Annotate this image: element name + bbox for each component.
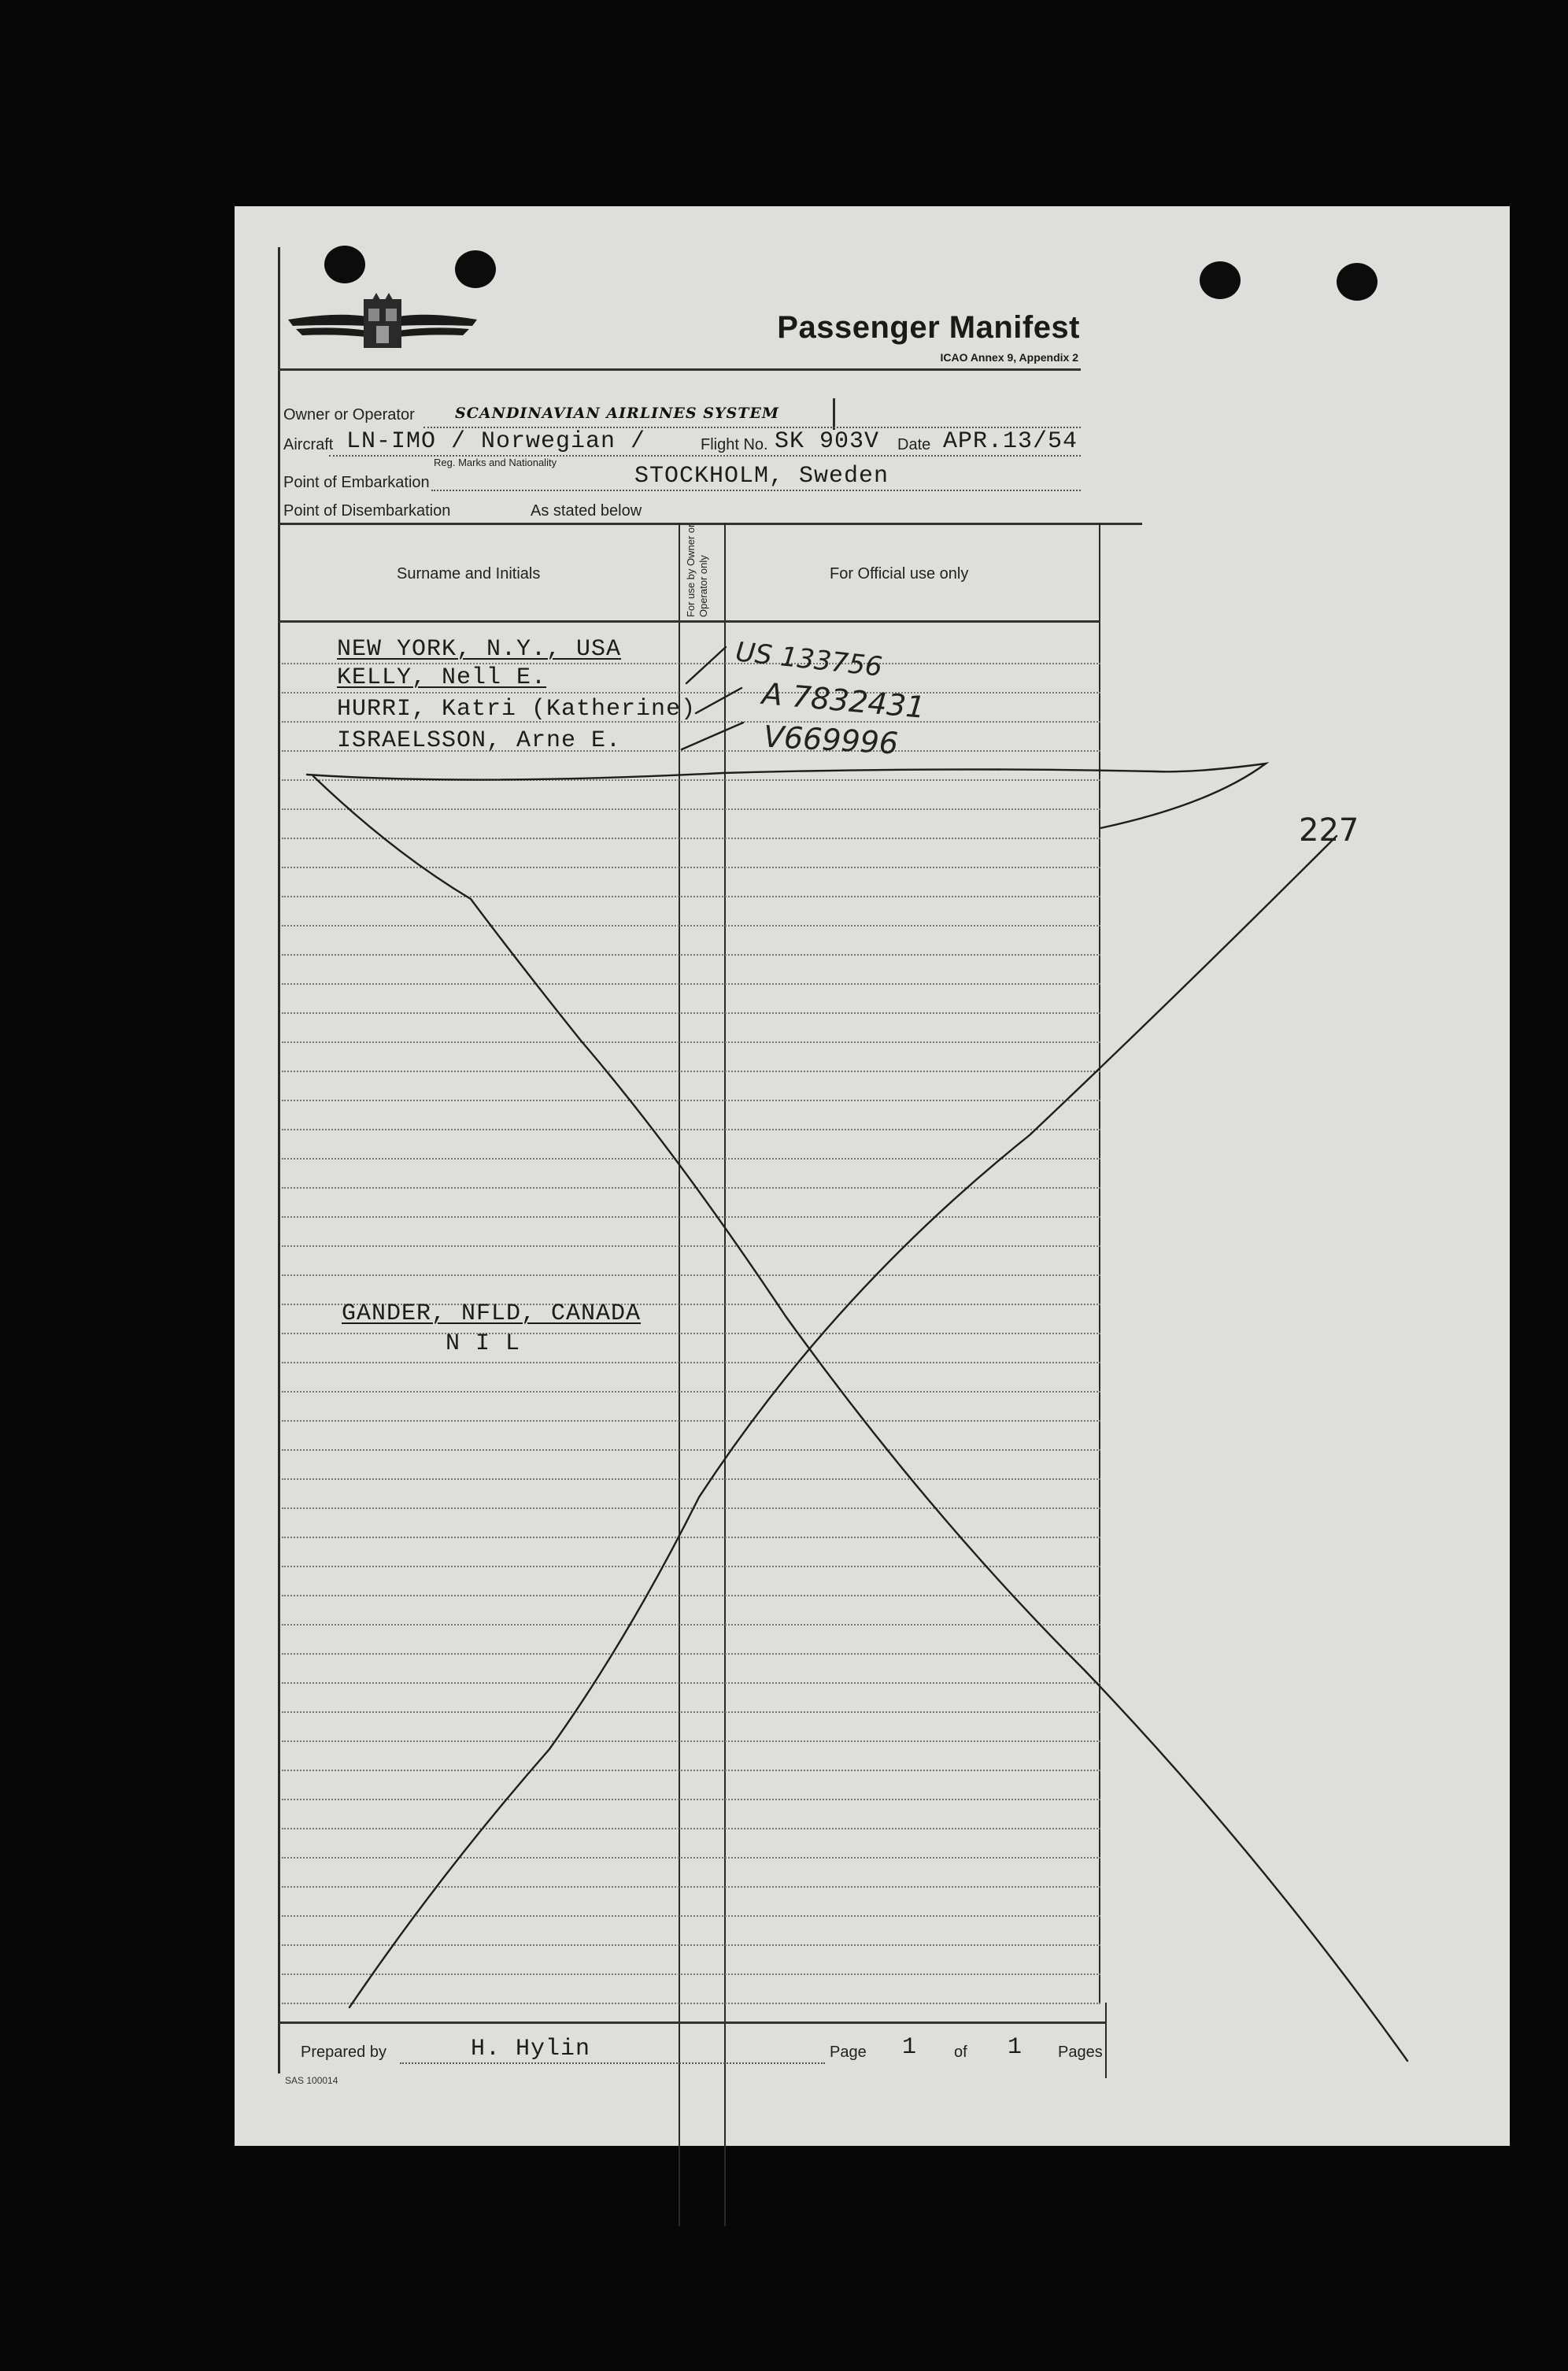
aircraft-value: LN-IMO / Norwegian / [346, 428, 646, 455]
embarkation-label: Point of Embarkation [283, 474, 430, 491]
form-title: Passenger Manifest [777, 310, 1080, 345]
form-subtitle: ICAO Annex 9, Appendix 2 [940, 351, 1078, 364]
destination-2: GANDER, NFLD, CANADA [342, 1300, 642, 1327]
official-entry: US 133756 [734, 636, 884, 683]
passenger-name: ISRAELSSON, Arne E. [337, 727, 622, 754]
official-entry: V669996 [762, 719, 900, 761]
prepared-value: H. Hylin [471, 2036, 591, 2062]
embarkation-value: STOCKHOLM, Sweden [634, 463, 889, 490]
margin-number: 227 [1299, 812, 1359, 849]
prepared-label: Prepared by [301, 2044, 386, 2061]
disembarkation-value: As stated below [531, 502, 642, 520]
pages-label: Pages [1058, 2044, 1103, 2061]
of-value: 1 [1008, 2034, 1023, 2061]
nil-note: N I L [446, 1330, 521, 1357]
reg-marks-label: Reg. Marks and Nationality [434, 457, 557, 468]
of-label: of [954, 2044, 967, 2061]
col-header-owner-use: For use by Owner or Operator only [685, 523, 709, 617]
passenger-name: HURRI, Katri (Katherine) [337, 696, 697, 723]
disembarkation-label: Point of Disembarkation [283, 502, 451, 520]
page-value: 1 [902, 2034, 918, 2061]
aircraft-label: Aircraft [283, 436, 334, 453]
flight-label: Flight No. [701, 436, 768, 453]
date-value: APR.13/54 [943, 428, 1078, 455]
form-code: SAS 100014 [285, 2075, 338, 2086]
col-header-surname: Surname and Initials [397, 565, 541, 583]
page-label: Page [830, 2044, 867, 2061]
owner-value: SCANDINAVIAN AIRLINES SYSTEM [455, 405, 779, 422]
manifest-sheet [235, 206, 1510, 2146]
passenger-name: KELLY, Nell E. [337, 664, 547, 691]
destination-1: NEW YORK, N.Y., USA [337, 636, 622, 663]
flight-value: SK 903V [775, 428, 880, 455]
handwriting-strokes [235, 206, 1510, 2146]
date-label: Date [897, 436, 931, 453]
official-entry: A 7832431 [760, 676, 926, 725]
col-header-official: For Official use only [830, 565, 969, 583]
owner-label: Owner or Operator [283, 406, 415, 424]
